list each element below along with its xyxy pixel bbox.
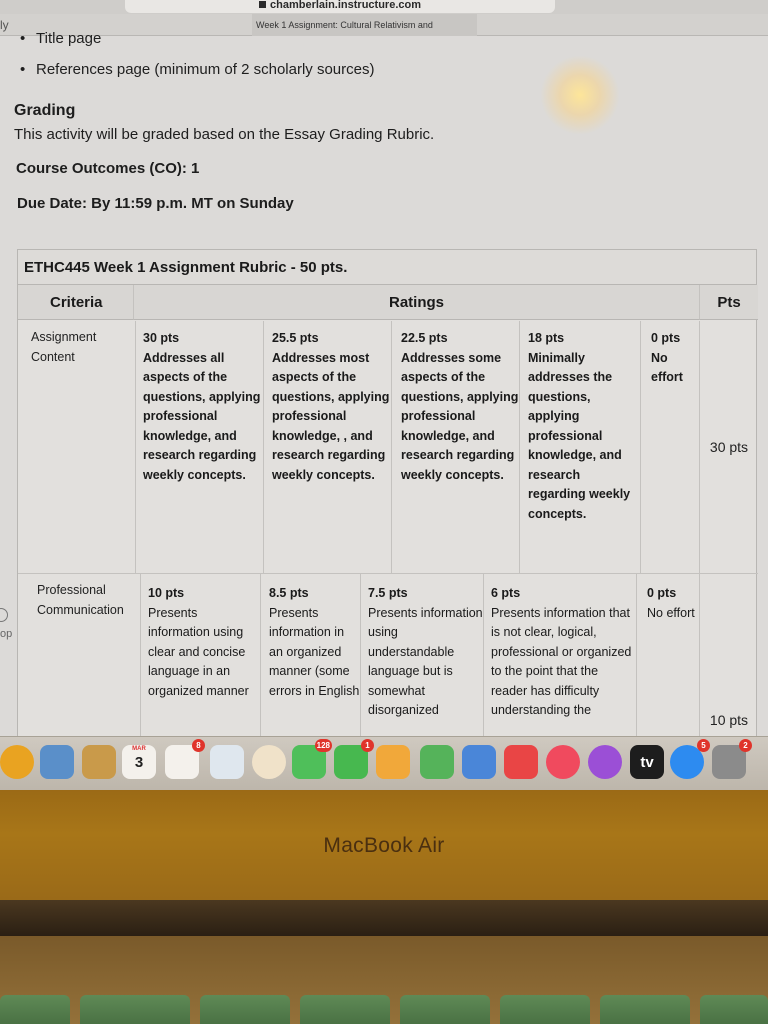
rating-description: No effort	[647, 605, 695, 620]
notification-badge: 128	[316, 741, 330, 750]
rating-cell	[392, 321, 520, 573]
rubric-title: ETHC445 Week 1 Assignment Rubric - 50 pts.	[18, 250, 756, 285]
keyboard-key	[300, 995, 390, 1024]
chrome-icon[interactable]	[0, 745, 34, 779]
apple-tv-icon[interactable]	[630, 745, 664, 779]
rating-cell	[520, 321, 641, 573]
active-tab[interactable]: Week 1 Assignment: Cultural Relativism and	[252, 14, 477, 36]
criterion-cell: Assignment Content	[18, 321, 136, 573]
keyboard-key	[200, 995, 290, 1024]
ratings-header: Ratings	[134, 285, 700, 320]
preview-icon[interactable]	[40, 745, 74, 779]
facetime-icon[interactable]	[334, 741, 370, 779]
keyboard-key	[600, 995, 690, 1024]
rating-points: 7.5 pts	[368, 586, 408, 600]
notification-badge: 2	[739, 739, 752, 752]
bullet-text: References page (minimum of 2 scholarly sources)	[36, 61, 375, 78]
tab-fragment: ly	[0, 18, 9, 32]
address-bar[interactable]	[125, 0, 555, 13]
rating-description: Addresses most aspects of the questions, applying professional knowledge, , and research regarding weekly concepts.	[272, 350, 390, 482]
rating-points: 25.5 pts	[272, 331, 319, 345]
course-outcomes: Course Outcomes (CO): 1	[16, 160, 200, 177]
due-date: Due Date: By 11:59 p.m. MT on Sunday	[17, 195, 294, 212]
news-icon[interactable]	[504, 745, 538, 779]
calendar-icon[interactable]	[122, 745, 156, 779]
keyboard-key	[700, 995, 768, 1024]
keyboard-key	[80, 995, 190, 1024]
notification-badge: 1	[361, 739, 374, 752]
light-glare	[540, 55, 620, 135]
rating-cell	[641, 321, 700, 573]
calendar-month: MAR	[132, 746, 146, 752]
url-text: chamberlain.instructure.com	[270, 0, 421, 11]
grading-heading: Grading	[14, 102, 76, 119]
rating-points: 18 pts	[528, 331, 565, 345]
rating-points: 0 pts	[651, 331, 681, 345]
rating-points: 8.5 pts	[269, 586, 309, 600]
rating-points: 6 pts	[491, 586, 521, 600]
numbers-icon[interactable]	[420, 745, 454, 779]
reminders-icon[interactable]	[165, 741, 201, 779]
rating-description: No effort	[651, 350, 683, 384]
preview-photos-icon[interactable]	[210, 745, 244, 779]
grading-text: This activity will be graded based on the Essay Grading Rubric.	[14, 126, 435, 143]
criterion-cell: Professional Communication	[18, 574, 141, 780]
rating-points: 22.5 pts	[401, 331, 448, 345]
page-content	[0, 30, 768, 736]
keyboard-key	[500, 995, 590, 1024]
music-icon[interactable]	[546, 745, 580, 779]
rubric-table	[17, 249, 757, 779]
laptop-hinge	[0, 900, 768, 936]
keyboard-key	[400, 995, 490, 1024]
rating-description: Presents information in an organized manner (some errors in English	[269, 605, 360, 698]
pages-icon[interactable]	[376, 745, 410, 779]
rubric-row-assignment-content	[18, 321, 758, 574]
pts-header: Pts	[700, 285, 758, 320]
rating-description: Addresses some aspects of the questions, applying professional knowledge, and research regarding weekly concepts.	[401, 350, 519, 482]
rating-cell	[136, 321, 264, 573]
row-points-total: 10 pts	[709, 712, 749, 728]
notes-folder-icon[interactable]	[82, 745, 116, 779]
sidebar-fragment: op	[0, 628, 13, 640]
keynote-icon[interactable]	[462, 745, 496, 779]
device-label: MacBook Air	[323, 834, 445, 857]
apple-tv-label: tv	[640, 753, 654, 771]
rating-points: 10 pts	[148, 586, 185, 600]
bullet-item	[20, 61, 374, 78]
rating-description: Presents information using clear and concise language in an organized manner	[148, 605, 249, 698]
bullet-text: Title page	[36, 30, 102, 47]
keyboard-key	[0, 995, 70, 1024]
system-preferences-icon[interactable]	[712, 741, 748, 779]
row-points-total: 30 pts	[709, 439, 749, 455]
lock-icon	[259, 1, 266, 8]
podcasts-icon[interactable]	[588, 745, 622, 779]
rating-points: 0 pts	[647, 586, 677, 600]
messages-icon[interactable]	[292, 741, 330, 779]
rating-description: Presents information using understandable language but is somewhat disorganized	[368, 605, 483, 717]
bullet-item	[20, 30, 101, 47]
rating-description: Addresses all aspects of the questions, applying professional knowledge, and research regarding weekly concepts.	[143, 350, 261, 482]
photos-icon[interactable]	[252, 745, 286, 779]
rating-cell	[264, 321, 392, 573]
rating-description: Presents information that is not clear, logical, professional or organized to the point that the reader has difficulty understanding the	[491, 605, 632, 717]
rating-points: 30 pts	[143, 331, 180, 345]
calendar-label: 3	[134, 753, 144, 771]
rating-description: Minimally addresses the questions, applying professional knowledge, and research regarding weekly concepts.	[528, 350, 631, 521]
app-store-icon[interactable]	[670, 741, 706, 779]
criteria-header: Criteria	[18, 285, 134, 320]
notification-badge: 8	[192, 739, 205, 752]
notification-badge: 5	[697, 739, 710, 752]
